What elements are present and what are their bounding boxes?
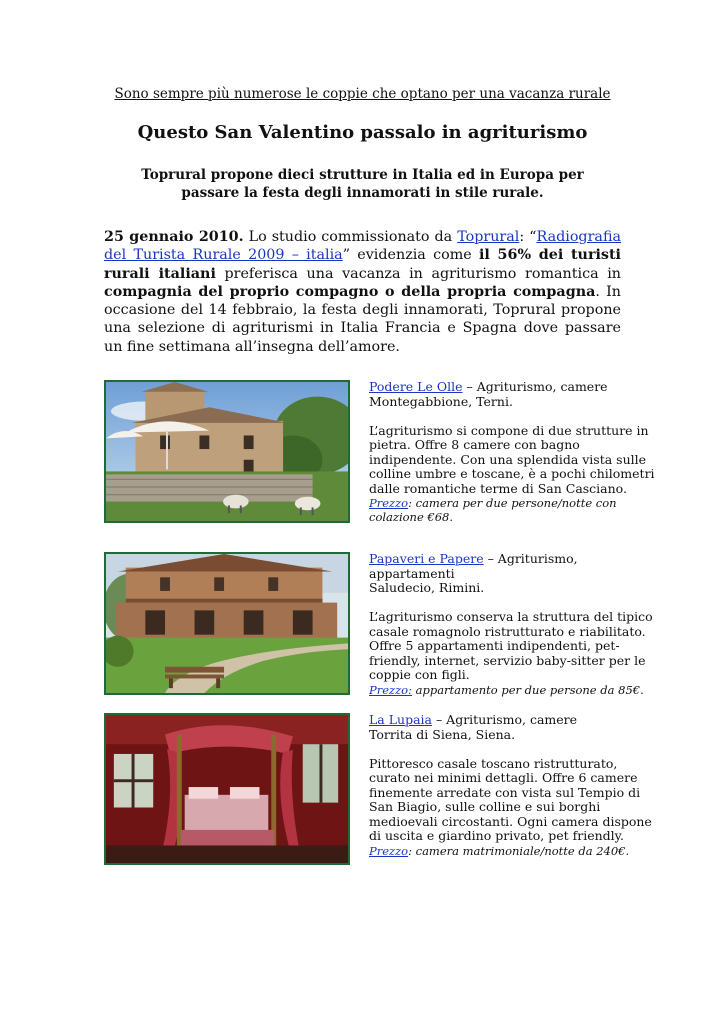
listing-type: – Agriturismo, appartamenti (369, 551, 578, 581)
listing-name-link[interactable]: La Lupaia (369, 712, 432, 727)
listing-description: L’agriturismo conserva la struttura del tipico casale romagnolo ristrutturato e riabilitato. Offre 5 appartamenti indipendenti, pet-friendly, internet, servizio baby-sitter per le coppie con figli. (369, 609, 653, 682)
price-text: : camera matrimoniale/notte da 240€. (408, 843, 630, 858)
toprural-link[interactable]: Toprural (457, 229, 520, 245)
article-subtitle: Toprural propone dieci strutture in Italia ed in Europa per passare la festa degli innamorati in stile rurale. (141, 167, 584, 201)
price-text: : camera per due persone/notte con colazione €68. (369, 496, 617, 524)
lead-text-5: . In occasione del 14 febbraio, la festa degli innamorati, Toprural propone una selezione di agriturismi in Italia Francia e Spagna dove passare un fine settimana all’insegna dell’amore. (104, 283, 621, 355)
listing-type: – Agriturismo, camere (462, 379, 608, 394)
kicker-line: Sono sempre più numerose le coppie che optano per una vacanza rurale (114, 86, 611, 102)
listing-price (369, 844, 659, 858)
lead-highlight-2: compagnia del proprio compagno o della propria compagna (104, 283, 596, 300)
listing-description: L’agriturismo si compone di due strutture in pietra. Offre 8 camere con bagno indipendente. Con una splendida vista sulle colline umbre e toscane, è a pochi chilometri dalle romantiche terme di San Casciano. (369, 422, 655, 496)
lead-text-1: Lo studio commissionato da (243, 229, 458, 245)
lead-text-3: ” evidenzia come (342, 247, 479, 264)
lead-text-4: preferisca una vacanza in agriturismo romantica in (215, 265, 621, 282)
podere-le-olle-photo (104, 380, 350, 523)
price-link[interactable]: Prezzo: (369, 682, 412, 697)
listing-location: Torrita di Siena, Siena. (369, 726, 516, 742)
listing-name-link[interactable]: Papaveri e Papere (369, 551, 484, 566)
listing-name-link[interactable]: Podere Le Olle (369, 379, 463, 394)
la-lupaia-photo (104, 713, 350, 865)
listing-type: – Agriturismo, camere (431, 712, 578, 727)
listing-price (369, 683, 659, 697)
listing-la-lupaia (369, 713, 659, 858)
lead-highlight-1: il 56% dei turisti rurali italiani (104, 247, 621, 282)
article-title: Questo San Valentino passalo in agriturismo (137, 122, 588, 143)
price-text: appartamento per due persone da 85€. (411, 682, 644, 697)
listing-location: Saludecio, Rimini. (369, 580, 485, 595)
report-link[interactable]: Radiografia del Turista Rurale 2009 – italia (104, 229, 622, 264)
papaveri-e-papere-photo (104, 552, 350, 695)
listing-papaveri-e-papere (369, 552, 659, 697)
lead-text-2: : “ (519, 229, 537, 245)
listing-location: Montegabbione, Terni. (369, 393, 513, 409)
lead-paragraph (104, 228, 621, 356)
listing-description: Pittoresco casale toscano ristrutturato, curato nei minimi dettagli. Offre 6 camere finemente arredate con vista sul Tempio di San Biagio, sulle colline e sui borghi medioevali circostanti. Ogni camera dispone di uscita e giardino privato, pet friendly. (369, 755, 652, 843)
listing-podere-le-olle (369, 380, 659, 524)
lead-date: 25 gennaio 2010. (104, 229, 244, 245)
listing-price (369, 496, 659, 524)
price-link[interactable]: Prezzo (369, 496, 409, 510)
price-link[interactable]: Prezzo (369, 843, 409, 858)
